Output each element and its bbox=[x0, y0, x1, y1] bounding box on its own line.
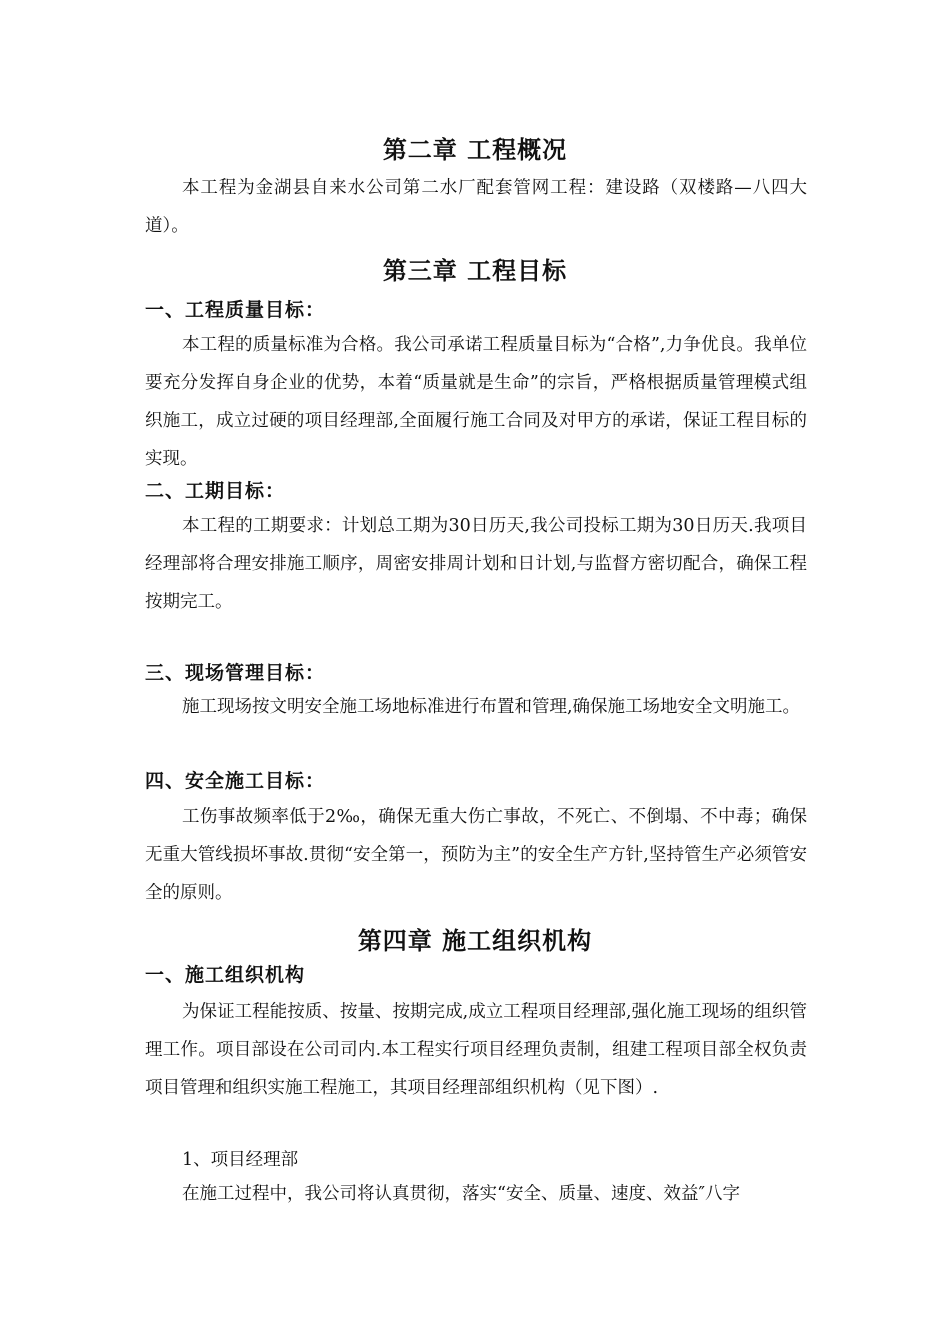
quality-target-heading: 一、工程质量目标： bbox=[145, 299, 326, 321]
site-management-body: 施工现场按文明安全施工场地标准进行布置和管理,确保施工场地安全文明施工。 bbox=[182, 697, 801, 717]
schedule-target-body: 本工程的工期要求：计划总工期为30日历天,我公司投标工期为30日历天.我项目经理部将合理安排施工顺序，周密安排周计划和日计划,与监督方密切配合，确保工程按期完工。 bbox=[145, 516, 807, 612]
quality-target-body: 本工程的质量标准为合格。我公司承诺工程质量目标为“合格”,力争优良。我单位要充分发挥自身企业的优势，本着“质量就是生命”的宗旨，严格根据质量管理模式组织施工，成立过硬的项目经理部,全面履行施工合同及对甲方的承诺，保证工程目标的实现。 bbox=[145, 335, 807, 469]
project-management-body: 在施工过程中，我公司将认真贯彻，落实“安全、质量、速度、效益″八字 bbox=[182, 1184, 740, 1204]
safety-target-heading: 四、安全施工目标： bbox=[145, 770, 326, 792]
chapter-2-title: 第二章 工程概况 bbox=[382, 136, 568, 164]
organization-heading: 一、施工组织机构 bbox=[145, 964, 306, 986]
chapter-3-title: 第三章 工程目标 bbox=[382, 257, 568, 285]
safety-target-body: 工伤事故频率低于2‰，确保无重大伤亡事故，不死亡、不倒塌、不中毒；确保无重大管线损坏事故.贯彻“安全第一，预防为主”的安全生产方针,坚持管生产必须管安全的原则。 bbox=[145, 807, 807, 903]
site-management-heading: 三、现场管理目标： bbox=[145, 662, 326, 684]
schedule-target-heading: 二、工期目标： bbox=[145, 480, 286, 502]
chapter-2-body: 本工程为金湖县自来水公司第二水厂配套管网工程：建设路（双楼路—八四大道）。 bbox=[145, 178, 807, 236]
project-management-item: 1、项目经理部 bbox=[182, 1150, 299, 1170]
chapter-4-title: 第四章 施工组织机构 bbox=[357, 927, 593, 955]
organization-body: 为保证工程能按质、按量、按期完成,成立工程项目经理部,强化施工现场的组织管理工作。项目部设在公司司内.本工程实行项目经理负责制，组建工程项目部全权负责项目管理和组织实施工程施工，其项目经理部组织机构（见下图）. bbox=[145, 1002, 807, 1098]
